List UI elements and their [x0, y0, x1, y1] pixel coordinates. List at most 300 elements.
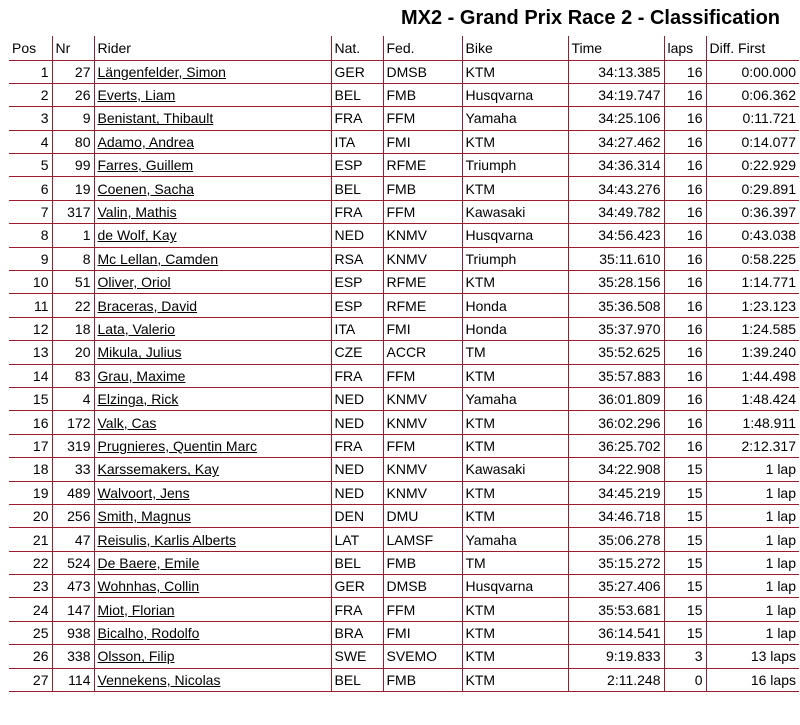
time-cell: 34:19.747	[568, 83, 664, 106]
diff-first-cell: 1 lap	[706, 528, 799, 551]
time-cell: 35:53.681	[568, 598, 664, 621]
results-body	[9, 60, 799, 692]
rider-link[interactable]: Elzinga, Rick	[97, 391, 179, 408]
laps-cell: 15	[664, 551, 706, 574]
number-cell: 22	[52, 294, 94, 317]
diff-first-cell: 1:48.424	[706, 387, 799, 410]
federation-cell: FMB	[383, 668, 462, 691]
laps-cell: 16	[664, 200, 706, 223]
federation-cell: FMB	[383, 551, 462, 574]
number-cell: 473	[52, 575, 94, 598]
federation-cell: RFME	[383, 271, 462, 294]
laps-cell: 0	[664, 668, 706, 691]
rider-link[interactable]: Valk, Cas	[97, 414, 157, 431]
table-row	[9, 200, 799, 223]
bike-cell: KTM	[462, 177, 568, 200]
federation-cell: FFM	[383, 598, 462, 621]
nationality-cell: LAT	[331, 528, 383, 551]
time-cell: 35:57.883	[568, 364, 664, 387]
bike-cell: KTM	[462, 481, 568, 504]
column-header-rider: Rider	[94, 36, 331, 60]
page-title: MX2 - Grand Prix Race 2 - Classification	[400, 7, 780, 29]
time-cell: 34:43.276	[568, 177, 664, 200]
table-row	[9, 458, 799, 481]
laps-cell: 15	[664, 575, 706, 598]
table-row	[9, 504, 799, 527]
laps-cell: 15	[664, 481, 706, 504]
federation-cell: FFM	[383, 107, 462, 130]
position-cell: 21	[9, 528, 52, 551]
diff-first-cell: 1:23.123	[706, 294, 799, 317]
number-cell: 47	[52, 528, 94, 551]
federation-cell: SVEMO	[383, 645, 462, 668]
rider-cell	[94, 621, 331, 644]
table-row	[9, 621, 799, 644]
header-row	[9, 36, 799, 60]
number-cell: 20	[52, 341, 94, 364]
position-cell: 19	[9, 481, 52, 504]
table-row	[9, 60, 799, 83]
nationality-cell: BEL	[331, 83, 383, 106]
bike-cell: Husqvarna	[462, 83, 568, 106]
position-cell: 15	[9, 387, 52, 410]
bike-cell: Kawasaki	[462, 200, 568, 223]
time-cell: 34:25.106	[568, 107, 664, 130]
number-cell: 524	[52, 551, 94, 574]
diff-first-cell: 0:14.077	[706, 130, 799, 153]
rider-link[interactable]: Vennekens, Nicolas	[97, 671, 221, 688]
number-cell: 8	[52, 247, 94, 270]
column-header-diff-first: Diff. First	[706, 36, 799, 60]
diff-first-cell: 0:11.721	[706, 107, 799, 130]
position-cell: 3	[9, 107, 52, 130]
time-cell: 35:27.406	[568, 575, 664, 598]
nationality-cell: GER	[331, 575, 383, 598]
diff-first-cell: 1:39.240	[706, 341, 799, 364]
rider-link[interactable]: Miot, Florian	[97, 601, 175, 618]
laps-cell: 3	[664, 645, 706, 668]
number-cell: 1	[52, 224, 94, 247]
column-header-time: Time	[568, 36, 664, 60]
diff-first-cell: 0:43.038	[706, 224, 799, 247]
bike-cell: KTM	[462, 130, 568, 153]
diff-first-cell: 1 lap	[706, 481, 799, 504]
laps-cell: 16	[664, 107, 706, 130]
number-cell: 99	[52, 154, 94, 177]
nationality-cell: NED	[331, 387, 383, 410]
laps-cell: 16	[664, 387, 706, 410]
nationality-cell: BEL	[331, 668, 383, 691]
federation-cell: FMI	[383, 621, 462, 644]
rider-cell	[94, 528, 331, 551]
laps-cell: 16	[664, 83, 706, 106]
rider-link[interactable]: Bicalho, Rodolfo	[97, 625, 200, 642]
bike-cell: Yamaha	[462, 528, 568, 551]
table-row	[9, 247, 799, 270]
nationality-cell: NED	[331, 481, 383, 504]
laps-cell: 16	[664, 341, 706, 364]
nationality-cell: BEL	[331, 177, 383, 200]
rider-cell	[94, 645, 331, 668]
rider-link[interactable]: Mc Lellan, Camden	[97, 250, 219, 267]
rider-link[interactable]: Smith, Magnus	[97, 508, 191, 525]
table-row	[9, 83, 799, 106]
position-cell: 9	[9, 247, 52, 270]
rider-cell	[94, 294, 331, 317]
federation-cell: LAMSF	[383, 528, 462, 551]
rider-cell	[94, 504, 331, 527]
rider-link[interactable]: Reisulis, Karlis Alberts	[97, 531, 236, 548]
time-cell: 34:27.462	[568, 130, 664, 153]
diff-first-cell: 0:29.891	[706, 177, 799, 200]
bike-cell: Honda	[462, 294, 568, 317]
table-row	[9, 668, 799, 691]
number-cell: 338	[52, 645, 94, 668]
laps-cell: 16	[664, 224, 706, 247]
bike-cell: Triumph	[462, 247, 568, 270]
bike-cell: KTM	[462, 411, 568, 434]
table-row	[9, 294, 799, 317]
position-cell: 12	[9, 317, 52, 340]
laps-cell: 15	[664, 528, 706, 551]
laps-cell: 16	[664, 411, 706, 434]
rider-cell	[94, 271, 331, 294]
federation-cell: KNMV	[383, 458, 462, 481]
nationality-cell: SWE	[331, 645, 383, 668]
federation-cell: FMI	[383, 317, 462, 340]
nationality-cell: NED	[331, 411, 383, 434]
nationality-cell: BEL	[331, 551, 383, 574]
diff-first-cell: 0:06.362	[706, 83, 799, 106]
table-row	[9, 387, 799, 410]
position-cell: 4	[9, 130, 52, 153]
nationality-cell: GER	[331, 60, 383, 83]
rider-cell	[94, 224, 331, 247]
diff-first-cell: 0:00.000	[706, 60, 799, 83]
rider-link[interactable]: Oliver, Oriol	[97, 274, 171, 291]
diff-first-cell: 2:12.317	[706, 434, 799, 457]
bike-cell: Husqvarna	[462, 575, 568, 598]
time-cell: 35:37.970	[568, 317, 664, 340]
federation-cell: DMSB	[383, 60, 462, 83]
laps-cell: 16	[664, 60, 706, 83]
number-cell: 51	[52, 271, 94, 294]
nationality-cell: RSA	[331, 247, 383, 270]
rider-link[interactable]: Olsson, Filip	[97, 648, 175, 665]
time-cell: 34:45.219	[568, 481, 664, 504]
number-cell: 27	[52, 60, 94, 83]
time-cell: 36:01.809	[568, 387, 664, 410]
laps-cell: 15	[664, 598, 706, 621]
rider-cell	[94, 458, 331, 481]
diff-first-cell: 0:58.225	[706, 247, 799, 270]
rider-cell	[94, 107, 331, 130]
time-cell: 36:14.541	[568, 621, 664, 644]
position-cell: 20	[9, 504, 52, 527]
federation-cell: FFM	[383, 200, 462, 223]
nationality-cell: ESP	[331, 271, 383, 294]
rider-cell	[94, 177, 331, 200]
classification-table	[9, 36, 799, 692]
time-cell: 35:28.156	[568, 271, 664, 294]
rider-cell	[94, 551, 331, 574]
table-row	[9, 645, 799, 668]
federation-cell: FFM	[383, 364, 462, 387]
table-row	[9, 434, 799, 457]
rider-link[interactable]: Farres, Guillem	[97, 157, 194, 174]
time-cell: 34:22.908	[568, 458, 664, 481]
laps-cell: 16	[664, 364, 706, 387]
federation-cell: KNMV	[383, 387, 462, 410]
number-cell: 4	[52, 387, 94, 410]
nationality-cell: FRA	[331, 598, 383, 621]
rider-cell	[94, 364, 331, 387]
laps-cell: 15	[664, 458, 706, 481]
column-header-bike: Bike	[462, 36, 568, 60]
table-row	[9, 411, 799, 434]
diff-first-cell: 1:24.585	[706, 317, 799, 340]
position-cell: 27	[9, 668, 52, 691]
diff-first-cell: 1 lap	[706, 575, 799, 598]
bike-cell: Triumph	[462, 154, 568, 177]
nationality-cell: ITA	[331, 130, 383, 153]
position-cell: 16	[9, 411, 52, 434]
table-row	[9, 341, 799, 364]
federation-cell: FMI	[383, 130, 462, 153]
time-cell: 36:25.702	[568, 434, 664, 457]
rider-cell	[94, 247, 331, 270]
rider-link[interactable]: Wohnhas, Collin	[97, 578, 200, 595]
federation-cell: FFM	[383, 434, 462, 457]
diff-first-cell: 1 lap	[706, 621, 799, 644]
bike-cell: Husqvarna	[462, 224, 568, 247]
rider-link[interactable]: Lata, Valerio	[97, 320, 176, 337]
diff-first-cell: 1 lap	[706, 458, 799, 481]
table-row	[9, 364, 799, 387]
bike-cell: KTM	[462, 271, 568, 294]
position-cell: 14	[9, 364, 52, 387]
column-header-fed: Fed.	[383, 36, 462, 60]
rider-cell	[94, 200, 331, 223]
nationality-cell: NED	[331, 458, 383, 481]
rider-link[interactable]: Karssemakers, Kay	[97, 461, 219, 478]
rider-cell	[94, 411, 331, 434]
federation-cell: DMSB	[383, 575, 462, 598]
number-cell: 256	[52, 504, 94, 527]
position-cell: 25	[9, 621, 52, 644]
bike-cell: KTM	[462, 60, 568, 83]
laps-cell: 15	[664, 621, 706, 644]
table-row	[9, 317, 799, 340]
time-cell: 35:06.278	[568, 528, 664, 551]
federation-cell: FMB	[383, 83, 462, 106]
rider-link[interactable]: Everts, Liam	[97, 87, 176, 104]
laps-cell: 16	[664, 130, 706, 153]
rider-link[interactable]: Valin, Mathis	[97, 204, 177, 221]
diff-first-cell: 1 lap	[706, 504, 799, 527]
laps-cell: 15	[664, 504, 706, 527]
time-cell: 35:11.610	[568, 247, 664, 270]
position-cell: 17	[9, 434, 52, 457]
diff-first-cell: 1:14.771	[706, 271, 799, 294]
laps-cell: 16	[664, 294, 706, 317]
number-cell: 172	[52, 411, 94, 434]
nationality-cell: CZE	[331, 341, 383, 364]
rider-cell	[94, 668, 331, 691]
rider-cell	[94, 317, 331, 340]
nationality-cell: NED	[331, 224, 383, 247]
table-row	[9, 271, 799, 294]
table-row	[9, 224, 799, 247]
table-row	[9, 107, 799, 130]
rider-link[interactable]: Prugnieres, Quentin Marc	[97, 437, 258, 454]
time-cell: 35:15.272	[568, 551, 664, 574]
time-cell: 2:11.248	[568, 668, 664, 691]
position-cell: 8	[9, 224, 52, 247]
rider-link[interactable]: Längenfelder, Simon	[97, 63, 226, 80]
federation-cell: KNMV	[383, 224, 462, 247]
number-cell: 489	[52, 481, 94, 504]
rider-cell	[94, 130, 331, 153]
table-row	[9, 154, 799, 177]
bike-cell: KTM	[462, 598, 568, 621]
rider-link[interactable]: Mikula, Julius	[97, 344, 182, 361]
number-cell: 319	[52, 434, 94, 457]
table-row	[9, 551, 799, 574]
time-cell: 34:36.314	[568, 154, 664, 177]
federation-cell: KNMV	[383, 411, 462, 434]
federation-cell: RFME	[383, 294, 462, 317]
position-cell: 11	[9, 294, 52, 317]
bike-cell: Honda	[462, 317, 568, 340]
diff-first-cell: 0:22.929	[706, 154, 799, 177]
column-header-nr: Nr	[52, 36, 94, 60]
number-cell: 147	[52, 598, 94, 621]
table-row	[9, 598, 799, 621]
number-cell: 18	[52, 317, 94, 340]
diff-first-cell: 13 laps	[706, 645, 799, 668]
bike-cell: Yamaha	[462, 387, 568, 410]
rider-cell	[94, 387, 331, 410]
nationality-cell: ESP	[331, 154, 383, 177]
rider-cell	[94, 60, 331, 83]
federation-cell: KNMV	[383, 481, 462, 504]
column-header-pos: Pos	[9, 36, 52, 60]
rider-link[interactable]: Braceras, David	[97, 297, 198, 314]
time-cell: 36:02.296	[568, 411, 664, 434]
rider-cell	[94, 83, 331, 106]
rider-link[interactable]: Benistant, Thibault	[97, 110, 214, 127]
diff-first-cell: 16 laps	[706, 668, 799, 691]
bike-cell: KTM	[462, 621, 568, 644]
bike-cell: TM	[462, 551, 568, 574]
position-cell: 1	[9, 60, 52, 83]
position-cell: 6	[9, 177, 52, 200]
laps-cell: 16	[664, 434, 706, 457]
time-cell: 34:56.423	[568, 224, 664, 247]
rider-cell	[94, 481, 331, 504]
column-header-laps: laps	[664, 36, 706, 60]
table-row	[9, 575, 799, 598]
bike-cell: KTM	[462, 364, 568, 387]
bike-cell: Yamaha	[462, 107, 568, 130]
rider-link[interactable]: De Baere, Emile	[97, 554, 200, 571]
nationality-cell: FRA	[331, 434, 383, 457]
rider-link[interactable]: de Wolf, Kay	[97, 227, 177, 244]
number-cell: 83	[52, 364, 94, 387]
number-cell: 80	[52, 130, 94, 153]
table-row	[9, 177, 799, 200]
rider-link[interactable]: Walvoort, Jens	[97, 484, 190, 501]
time-cell: 35:52.625	[568, 341, 664, 364]
rider-cell	[94, 598, 331, 621]
table-row	[9, 130, 799, 153]
federation-cell: FMB	[383, 177, 462, 200]
bike-cell: KTM	[462, 504, 568, 527]
number-cell: 938	[52, 621, 94, 644]
laps-cell: 16	[664, 177, 706, 200]
bike-cell: KTM	[462, 645, 568, 668]
diff-first-cell: 1 lap	[706, 598, 799, 621]
number-cell: 19	[52, 177, 94, 200]
position-cell: 18	[9, 458, 52, 481]
rider-link[interactable]: Adamo, Andrea	[97, 133, 195, 150]
position-cell: 23	[9, 575, 52, 598]
rider-link[interactable]: Coenen, Sacha	[97, 180, 195, 197]
rider-cell	[94, 341, 331, 364]
time-cell: 34:13.385	[568, 60, 664, 83]
federation-cell: DMU	[383, 504, 462, 527]
bike-cell: TM	[462, 341, 568, 364]
nationality-cell: FRA	[331, 107, 383, 130]
rider-link[interactable]: Grau, Maxime	[97, 367, 186, 384]
column-header-nat: Nat.	[331, 36, 383, 60]
position-cell: 26	[9, 645, 52, 668]
time-cell: 34:46.718	[568, 504, 664, 527]
position-cell: 13	[9, 341, 52, 364]
federation-cell: KNMV	[383, 247, 462, 270]
table-row	[9, 528, 799, 551]
number-cell: 33	[52, 458, 94, 481]
nationality-cell: ESP	[331, 294, 383, 317]
number-cell: 9	[52, 107, 94, 130]
diff-first-cell: 1 lap	[706, 551, 799, 574]
number-cell: 26	[52, 83, 94, 106]
bike-cell: KTM	[462, 434, 568, 457]
laps-cell: 16	[664, 271, 706, 294]
diff-first-cell: 0:36.397	[706, 200, 799, 223]
nationality-cell: ITA	[331, 317, 383, 340]
nationality-cell: FRA	[331, 364, 383, 387]
nationality-cell: DEN	[331, 504, 383, 527]
position-cell: 5	[9, 154, 52, 177]
nationality-cell: FRA	[331, 200, 383, 223]
position-cell: 7	[9, 200, 52, 223]
time-cell: 9:19.833	[568, 645, 664, 668]
laps-cell: 16	[664, 317, 706, 340]
rider-cell	[94, 154, 331, 177]
position-cell: 2	[9, 83, 52, 106]
position-cell: 22	[9, 551, 52, 574]
number-cell: 114	[52, 668, 94, 691]
position-cell: 10	[9, 271, 52, 294]
federation-cell: ACCR	[383, 341, 462, 364]
bike-cell: KTM	[462, 668, 568, 691]
table-row	[9, 481, 799, 504]
bike-cell: Kawasaki	[462, 458, 568, 481]
time-cell: 35:36.508	[568, 294, 664, 317]
position-cell: 24	[9, 598, 52, 621]
